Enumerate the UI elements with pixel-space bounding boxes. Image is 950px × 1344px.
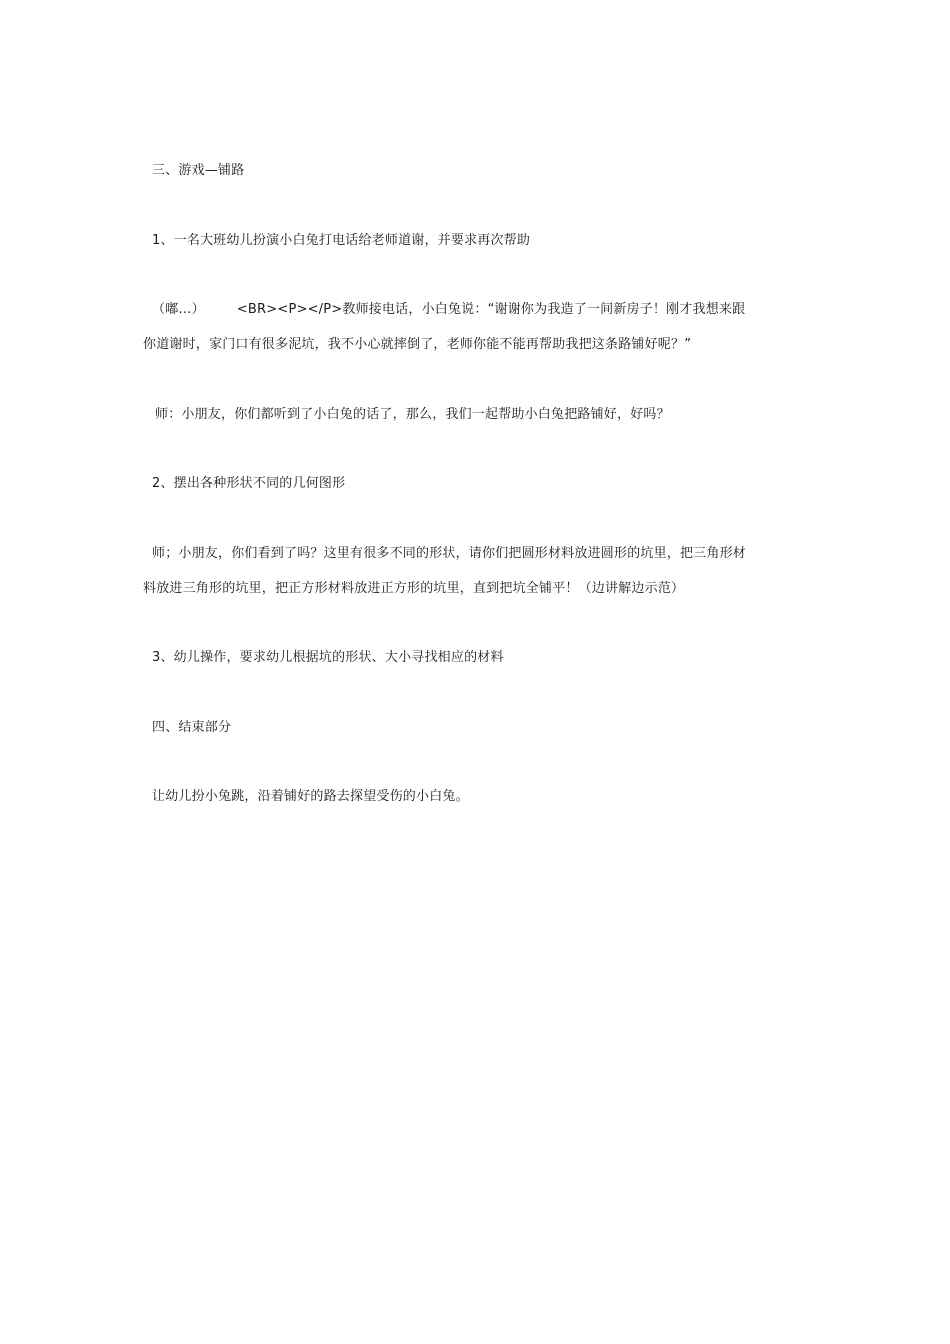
paragraph-3-line-2: 料放进三角形的坑里，把正方形材料放进正方形的坑里，直到把坑全铺平！（边讲解边示范） <box>143 581 685 596</box>
paragraph-3-line-1: 师；小朋友，你们看到了吗？这里有很多不同的形状，请你们把圆形材料放进圆形的坑里，把三角形材 <box>152 546 747 561</box>
list-item-2: 2、摆出各种形状不同的几何图形 <box>152 476 346 491</box>
list-item-1: 1、一名大班幼儿扮演小白兔打电话给老师道谢，并要求再次帮助 <box>152 233 531 248</box>
section-heading-4: 四、结束部分 <box>152 720 232 735</box>
paragraph-1-text: <BR><P></P>教师接电话，小白兔说：“谢谢你为我造了一间新房子！刚才我想来跟 <box>236 302 746 317</box>
list-item-3: 3、幼儿操作，要求幼儿根据坑的形状、大小寻找相应的材料 <box>152 650 504 665</box>
paragraph-2: 师：小朋友，你们都听到了小白兔的话了，那么，我们一起帮助小白兔把路铺好，好吗？ <box>155 407 670 422</box>
section-heading-3: 三、游戏—铺路 <box>152 163 245 178</box>
paragraph-1-line-2: 你道谢时，家门口有很多泥坑，我不小心就摔倒了，老师你能不能再帮助我把这条路铺好呢？” <box>143 337 692 352</box>
paragraph-4: 让幼儿扮小兔跳，沿着铺好的路去探望受伤的小白兔。 <box>152 789 469 804</box>
phone-ring-text: （嘟…） <box>152 302 205 317</box>
paragraph-1-line-1 <box>152 301 745 319</box>
